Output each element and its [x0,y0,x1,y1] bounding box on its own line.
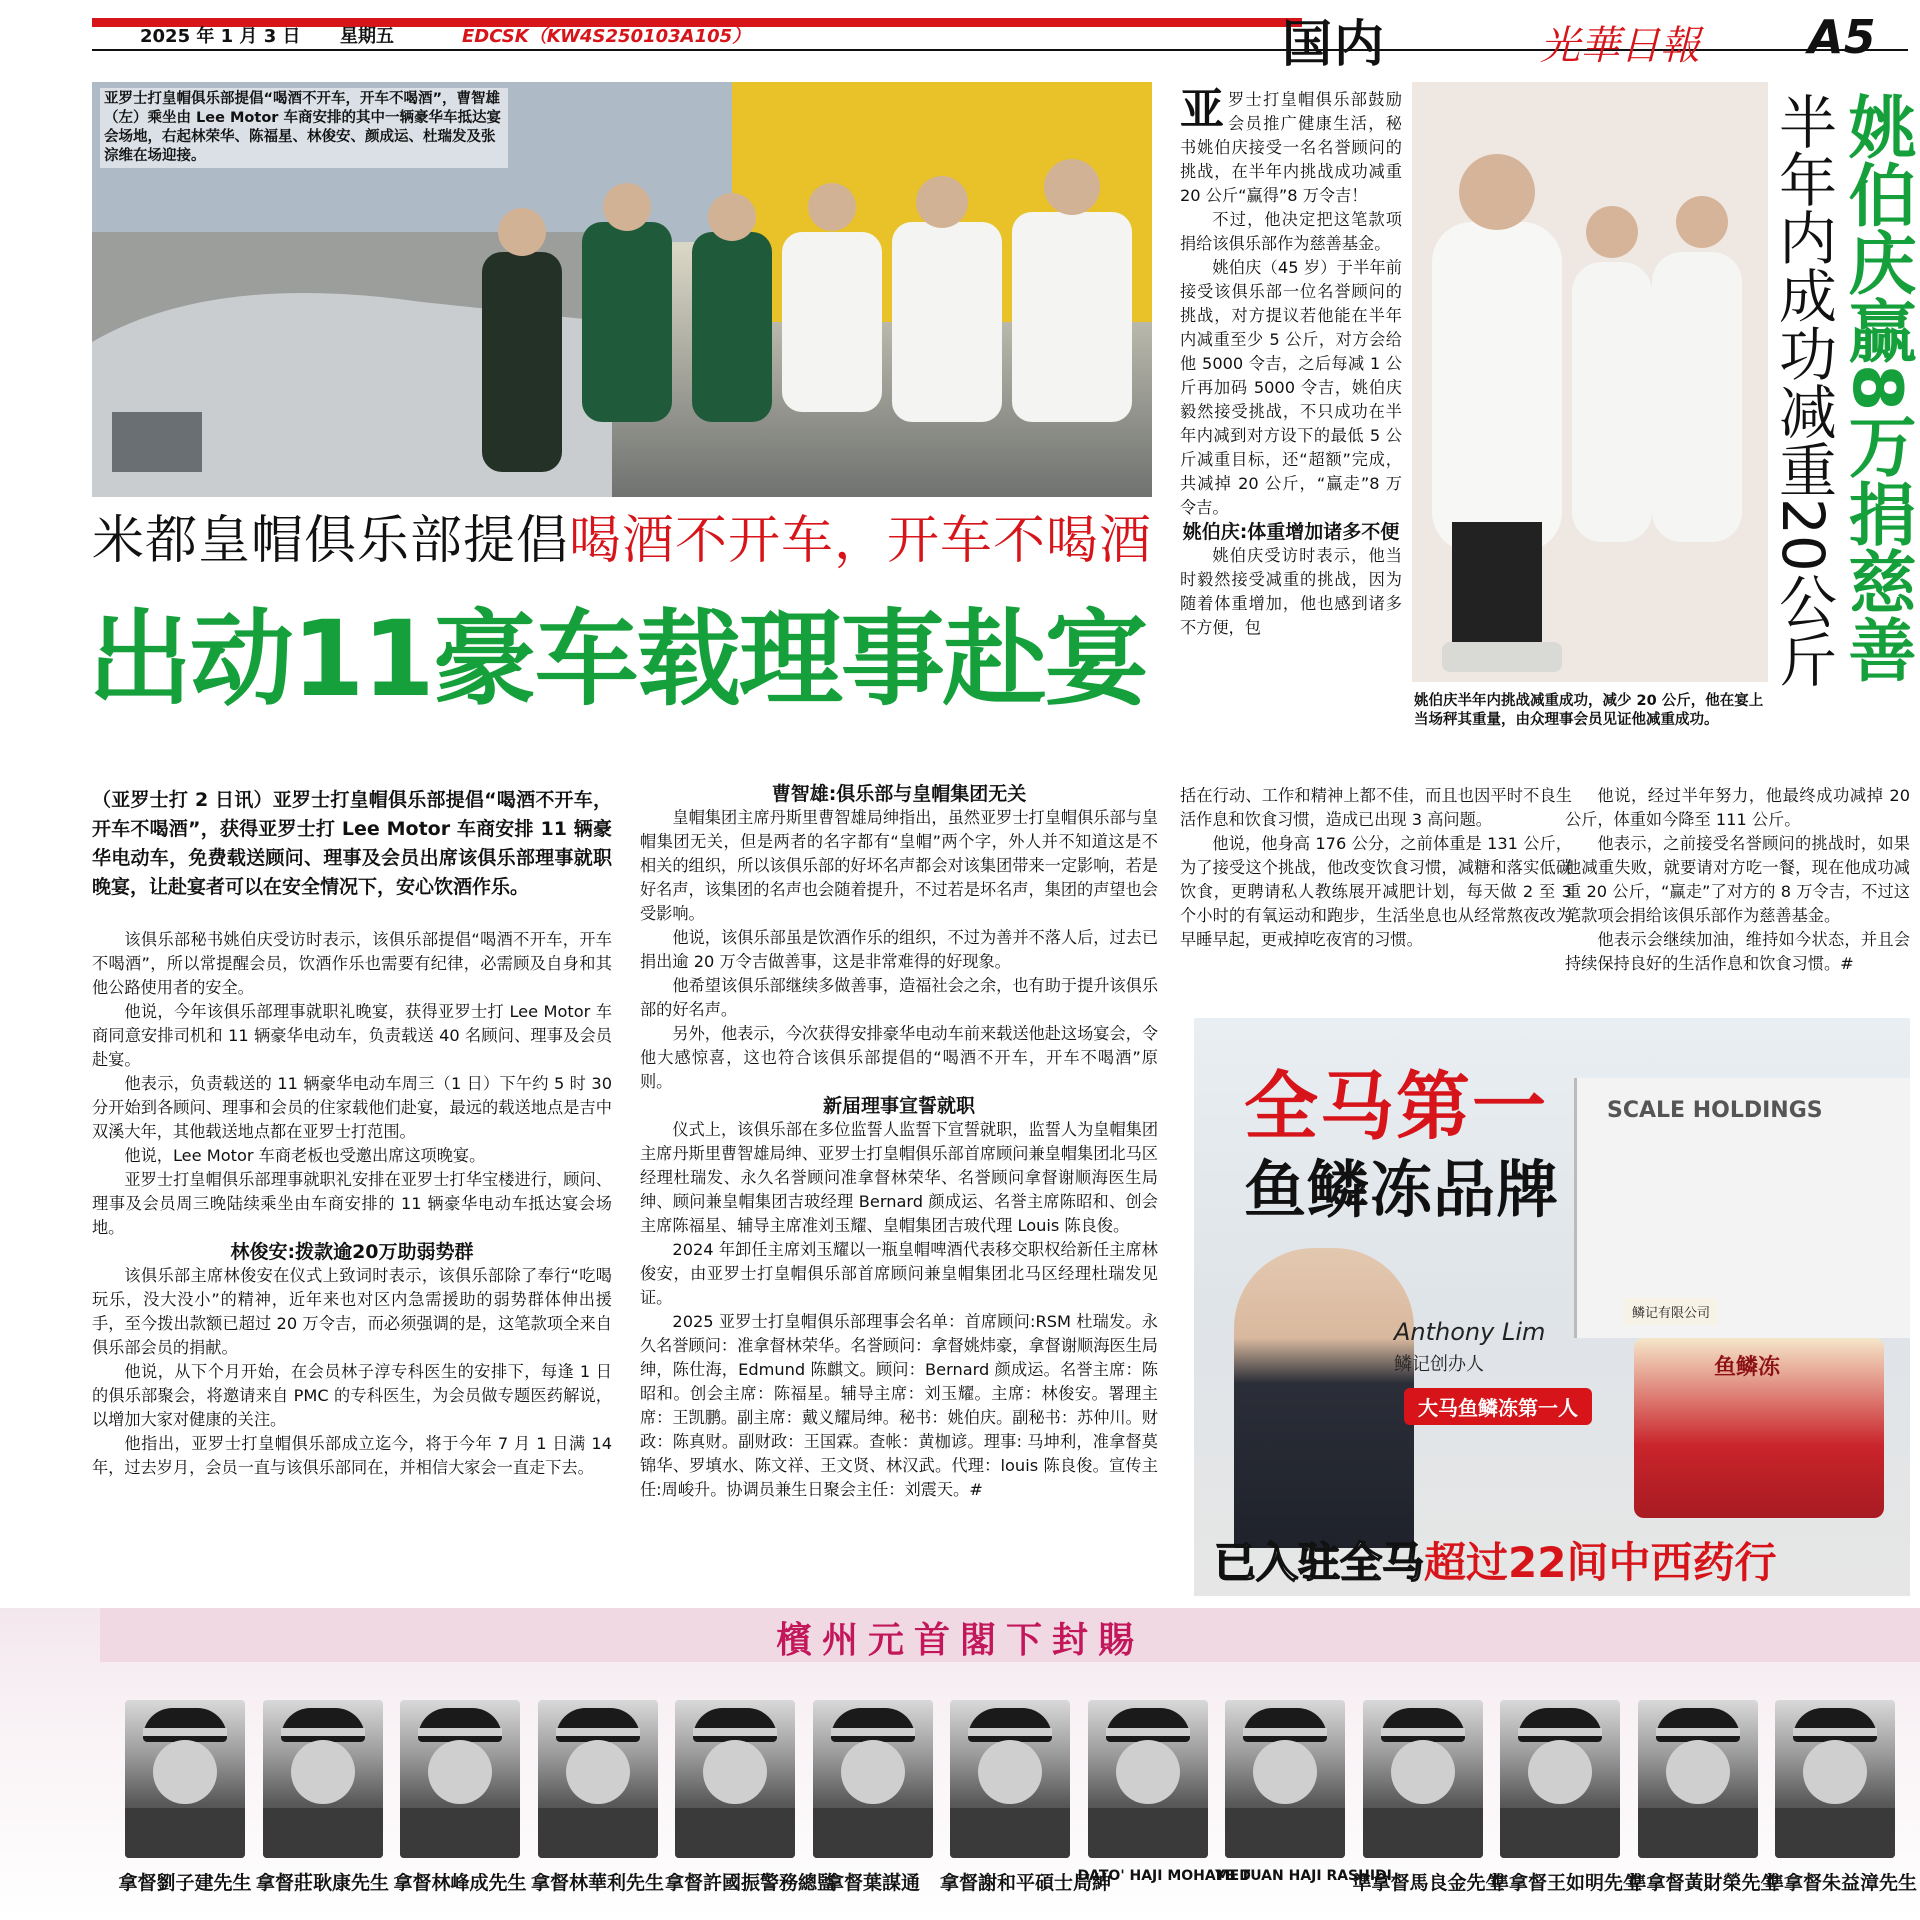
issue-code: EDCSK（KW4S250103A105） [462,26,751,47]
ad-product-label: 鱼鳞冻 [1714,1355,1781,1380]
paragraph: 他说，经过半年努力，他最终成功减掉 20 公斤，体重如今降至 111 公斤。 [1565,786,1910,829]
paragraph: 仪式上，该俱乐部在多位监誓人监誓下宣誓就职，监誓人为皇帽集团主席丹斯里曹智雄局绅、亚罗士打皇帽俱乐部首席顾问兼皇帽集团北马区经理杜瑞发、永久名誉顾问准拿督林荣华、名誉顾问拿督谢顺海医生局绅、顾问兼皇帽集团吉玻经理 Bernard 颜成运、名誉主席陈昭和、创会主席陈福星、辅导主席准刘玉耀、皇帽集团吉玻代理 Louis 陈良俊。 [640,1120,1159,1235]
ad-tagline-white: 已入驻全马 [1214,1538,1425,1587]
paragraph: 他表示会继续加油，维持如今状态，并且会持续保持良好的生活作息和饮食习惯。# [1565,930,1910,973]
section-heading: 姚伯庆:体重增加诸多不便 [1182,521,1400,543]
subheadline-black: 米都皇帽俱乐部提倡 [92,511,570,571]
paragraph: 他表示，之前接受名誉顾问的挑战时，如果他减重失败，就要请对方吃一餐，现在他成功减重 20 公斤，“赢走”了对方的 8 万令吉，不过这笔款项会捐给该俱乐部作为慈善基金。 [1565,834,1910,925]
paragraph: 括在行动、工作和精神上都不佳，而且也因平时不良生活作息和饮食习惯，造成已出现 3 高问题。 [1180,786,1572,829]
paragraph: 他希望该俱乐部继续多做善事，造福社会之余，也有助于提升该俱乐部的好名声。 [640,976,1159,1019]
main-photo-caption: 亚罗士打皇帽俱乐部提倡“喝酒不开车，开车不喝酒”，曹智雄（左）乘坐由 Lee Motor 车商安排的其中一辆豪华车抵达宴会场地，右起林荣华、陈福星、林俊安、颜成运、杜瑞发及张淙维在场迎接。 [100,88,508,168]
paragraph: 他说，今年该俱乐部理事就职礼晚宴，获得亚罗士打 Lee Motor 车商同意安排司机和 11 辆豪华电动车，负责载送 40 名顾问、理事及会员赴宴。 [92,1002,612,1069]
newspaper-logo: 光華日報 [1540,23,1700,69]
article-right-column [1180,84,1402,640]
honouree-portrait [950,1700,1070,1858]
honouree-portrait [1775,1700,1895,1858]
ad-founder-role: 鳞记创办人 [1394,1354,1484,1375]
ad-subtitle: 鱼鳞冻品牌 [1244,1153,1560,1226]
ad-title: 全马第一 [1244,1064,1548,1150]
honouree-portrait [263,1700,383,1858]
paragraph: 该俱乐部秘书姚伯庆受访时表示，该俱乐部提倡“喝酒不开车，开车不喝酒”，所以常提醒会员，饮酒作乐也需要有纪律，必需顾及自身和其他公路使用者的安全。 [92,930,612,997]
ad-founder-photo [1234,1248,1414,1548]
side-headline: 姚伯庆赢8万捐慈善 [1837,92,1916,684]
honouree-portrait [1363,1700,1483,1858]
article-right-continued-2 [1565,784,1910,976]
weight-loss-photo-scene [1412,82,1768,682]
honouree-portrait [675,1700,795,1858]
article-lead: （亚罗士打 2 日讯）亚罗士打皇帽俱乐部提倡“喝酒不开车，开车不喝酒”，获得亚罗士打 Lee Motor 车商安排 11 辆豪华电动车，免费载送顾问、理事及会员出席该俱乐部理事就职晚宴，让赴宴者可以在安全情况下，安心饮酒作乐。 [92,789,612,898]
honouree-name: 拿督劉子建先生 [118,1872,252,1894]
article-left-column [92,786,612,1480]
honouree-portrait [1500,1700,1620,1858]
ad-building-sign: SCALE HOLDINGS [1607,1098,1823,1123]
article-right-continued-1 [1180,784,1572,952]
honouree-name: 拿督林峰成先生 [393,1872,527,1894]
issue-weekday: 星期五 [340,26,394,47]
honouree-portrait [125,1700,245,1858]
paragraph: 亚罗士打皇帽俱乐部理事就职礼安排在亚罗士打华宝楼进行，顾问、理事及会员周三晚陆续乘坐由车商安排的 11 辆豪华电动车抵达宴会场地。 [92,1170,612,1237]
honouree-portrait [400,1700,520,1858]
subheadline-red: 喝酒不开车，开车不喝酒 [569,511,1153,571]
issue-date: 2025 年 1 月 3 日 [140,26,301,47]
section-heading: 林俊安:拨款逾20万助弱势群 [230,1241,474,1263]
paragraph-text: 罗士打皇帽俱乐部鼓励会员推广健康生活，秘书姚伯庆接受一名名誉顾问的挑战，在半年内挑战成功减重 20 公斤“赢得”8 万令吉！ [1180,90,1402,205]
paragraph: 他说，他身高 176 公分，之前体重是 131 公斤，为了接受这个挑战，他改变饮食习惯，减糖和落实低碳饮食，更聘请私人教练展开减肥计划，每天做 2 至 3 个小时的有氧运动和跑步，生活坐息也从经常熬夜改为早睡早起，更戒掉吃夜宵的习惯。 [1180,834,1572,949]
paragraph: 他说，Lee Motor 车商老板也受邀出席这项晚宴。 [124,1146,486,1165]
honouree-name: 準拿督王如明先生 [1490,1872,1643,1894]
honouree-portrait [1088,1700,1208,1858]
weight-loss-photo [1412,82,1768,682]
honouree-name: 拿督謝和平碩士局紳 [940,1872,1112,1894]
dropcap: 亚 [1180,84,1224,135]
paragraph: 姚伯庆受访时表示，他当时毅然接受减重的挑战，因为随着体重增加，他也感到诸多不方便，包 [1180,546,1402,637]
paragraph: 2025 亚罗士打皇帽俱乐部理事会名单：首席顾问:RSM 杜瑞发。永久名誉顾问：准拿督林荣华。名誉顾问：拿督姚炜豪，拿督谢顺海医生局绅，陈仕海，Edmund 陈麒文。顾问：Bernard 颜成运。名誉主席：陈昭和。创会主席：陈福星。辅导主席：刘玉耀。主席：林俊安。署理主席：王凯鹏。副主席：戴义耀局绅。秘书：姚伯庆。副秘书：苏仲川。财政：陈真财。副财政：王国霖。查帐：黄枷谚。理事: 马坤利，准拿督莫锦华、罗填水、陈文祥、王文贤、林汉武。代理：louis 陈良俊。宣传主任:周峻升。协调员兼生日聚会主任：刘震天。# [640,1312,1158,1499]
ad-badge: 大马鱼鳞冻第一人 [1404,1388,1592,1425]
paragraph: 不过，他决定把这笔款项捐给该俱乐部作为慈善基金。 [1180,210,1402,253]
page-number: A5 [1808,10,1876,64]
paragraph: 他说，从下个月开始，在会员林子淳专科医生的安排下，每逢 1 日的俱乐部聚会，将邀请来自 PMC 的专科医生，为会员做专题医药解说，以增加大家对健康的关注。 [92,1362,612,1429]
paragraph: 他说，该俱乐部虽是饮酒作乐的组织，不过为善并不落人后，过去已捐出逾 20 万令吉做善事，这是非常难得的好现象。 [640,928,1159,971]
paragraph: 另外，他表示，今次获得安排豪华电动车前来载送他赴这场宴会，令他大感惊喜，这也符合该俱乐部提倡的“喝酒不开车，开车不喝酒”原则。 [640,1024,1159,1091]
honouree-portrait [1638,1700,1758,1858]
honouree-name: DATO' HAJI MOHAMED [1077,1868,1251,1884]
honouree-name: YB TUAN HAJI RASHIDI [1215,1868,1392,1884]
paragraph [1180,84,1402,208]
honouree-name: 準拿督馬良金先生 [1352,1872,1505,1894]
paragraph: 他表示，负责载送的 11 辆豪华电动车周三（1 日）下午约 5 时 30 分开始到各顾问、理事和会员的住家载他们赴宴，最远的载送地点是吉中双溪大年，其他载送地点都在亚罗士打范围。 [92,1074,612,1141]
ad-company-name: 鳞记有限公司 [1624,1298,1718,1325]
section-title: 国内 [1282,15,1386,73]
paragraph: 他指出，亚罗士打皇帽俱乐部成立迄今，将于今年 7 月 1 日满 14 年，过去岁月，会员一直与该俱乐部同在，并相信大家会一直走下去。 [92,1434,612,1477]
weight-loss-photo-caption: 姚伯庆半年内挑战减重成功，减少 20 公斤，他在宴上当场秤其重量，由众理事会员见证他减重成功。 [1414,693,1764,728]
paragraph: 该俱乐部主席林俊安在仪式上致词时表示，该俱乐部除了奉行“吃喝玩乐，没大没小”的精神，近年来也对区内急需援助的弱势群体伸出援手，至今拨出款额已超过 20 万令吉，而必须强调的是，这笔款项全来自俱乐部会员的捐献。 [92,1266,612,1357]
article-middle-column [640,782,1158,1502]
fish-scale-jelly-advertisement[interactable] [1194,1018,1910,1596]
subheadline [92,498,1152,573]
ad-founder-name: Anthony Lim [1394,1318,1546,1346]
ad-tagline-red: 超过22间中西药行 [1424,1538,1777,1587]
section-heading: 曹智雄:俱乐部与皇帽集团无关 [771,783,1027,805]
honouree-name: 拿督葉謀通 [824,1872,920,1894]
section-heading: 新届理事宣誓就职 [822,1095,975,1117]
honouree-name: 拿督莊耿康先生 [255,1872,389,1894]
honours-banner-title: 檳州元首閣下封賜 [775,1620,1144,1661]
honouree-name: 拿督許國振警務總監 [665,1872,837,1894]
honouree-name: 拿督林華利先生 [530,1872,664,1894]
honouree-portrait [538,1700,658,1858]
paragraph: 皇帽集团主席丹斯里曹智雄局绅指出，虽然亚罗士打皇帽俱乐部与皇帽集团无关，但是两者的名字都有“皇帽”两个字，外人并不知道这是不相关的组织，所以该俱乐部的好坏名声都会对该集团带来一定影响，若是好名声，该集团的名声也会随着提升，不过若是坏名声，集团的声望也会受影响。 [640,808,1159,923]
honouree-name: 準拿督黃財榮先生 [1627,1872,1780,1894]
honouree-portrait [1225,1700,1345,1858]
honouree-portrait [813,1700,933,1858]
honouree-name: 準拿督朱益漳先生 [1765,1872,1918,1894]
paragraph: 2024 年卸任主席刘玉耀以一瓶皇帽啤酒代表移交职权给新任主席林俊安，由亚罗士打皇帽俱乐部首席顾问兼皇帽集团北马区经理杜瑞发见证。 [640,1240,1158,1307]
ad-tagline [1214,1530,1776,1590]
paragraph: 姚伯庆（45 岁）于半年前接受该俱乐部一位名誉顾问的挑战，对方提议若他能在半年内减重至少 5 公斤，对方会给他 5000 令吉，之后每减 1 公斤再加码 5000 令吉，姚伯庆毅然接受挑战，不只成功在半年内减到对方设下的最低 5 公斤减重目标，还“超额”完成，共减掉 20 公斤，“赢走”8 万令吉。 [1180,258,1402,517]
side-subheadline: 半年内成功减重20公斤 [1769,92,1837,688]
headline: 出动11豪车载理事赴宴 [88,598,1147,720]
